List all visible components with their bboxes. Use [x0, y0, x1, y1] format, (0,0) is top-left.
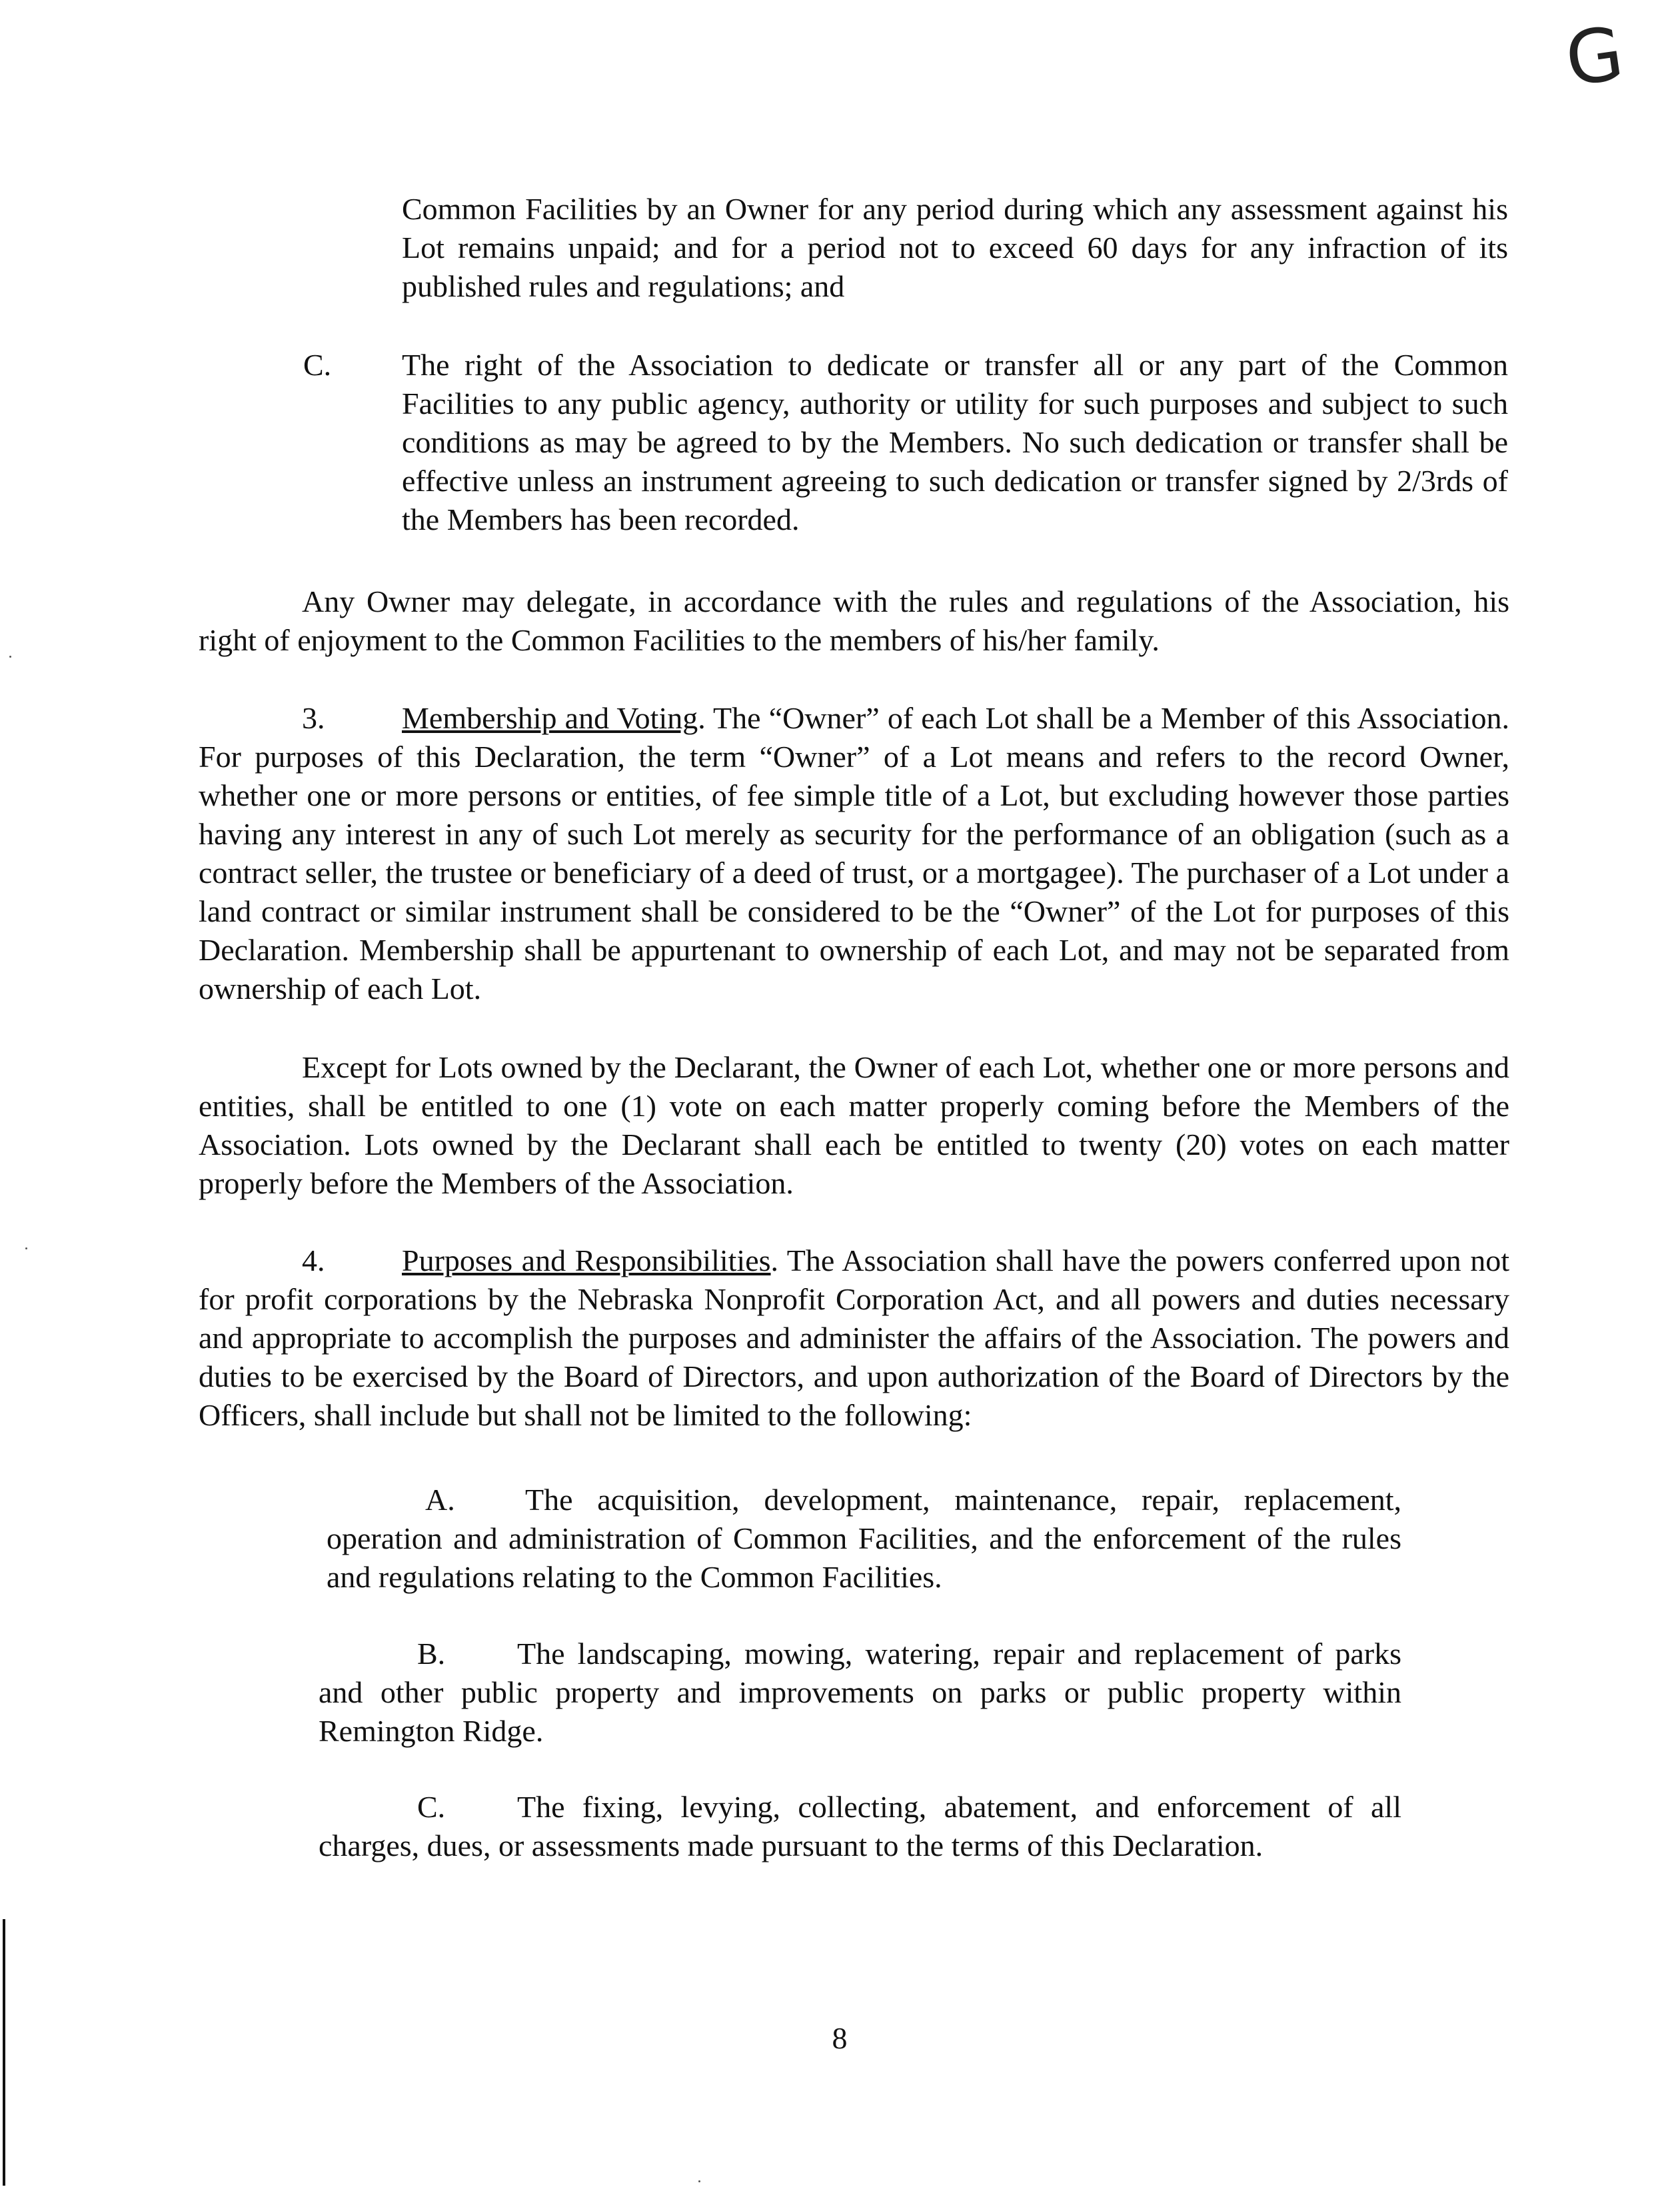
- sub-item-text: The acquisition, development, maintenance, repair, replacement, operation and administration of Common Facilities, and the enforcement of the rules and regulations relating to the Common Facilities.: [327, 1483, 1401, 1594]
- votes-paragraph: [199, 1048, 1509, 1203]
- sub-item-text: The fixing, levying, collecting, abatement, and enforcement of all charges, dues, or assessments made pursuant to the terms of this Declaration.: [319, 1790, 1401, 1862]
- votes-paragraph-text: Except for Lots owned by the Declarant, the Owner of each Lot, whether one or more persons and entities, shall be entitled to one (1) vote on each matter properly coming before the Members of the Association. Lots owned by the Declarant shall each be entitled to twenty (20) votes on each matter properly before the Members of the Association.: [199, 1050, 1509, 1200]
- scan-edge-line: [3, 1919, 5, 2186]
- sub-item-a: [327, 1481, 1401, 1597]
- sub-item-label: B.: [417, 1637, 446, 1671]
- scan-speck: [25, 1247, 27, 1249]
- section-number: 3.: [302, 701, 325, 735]
- section-number: 4.: [302, 1243, 325, 1277]
- delegate-paragraph-text: Any Owner may delegate, in accordance with the rules and regulations of the Association, his right of enjoyment to the Common Facilities to the members of his/her family.: [199, 584, 1509, 657]
- continuation-paragraph: Common Facilities by an Owner for any period during which any assessment against his Lot remains unpaid; and for a period not to exceed 60 days for any infraction of its published rules and regulations; and: [402, 192, 1508, 303]
- sub-item-b: [319, 1635, 1401, 1751]
- sub-item-label: A.: [425, 1483, 455, 1517]
- section-heading: Membership and Voting: [402, 701, 698, 735]
- section-4-purposes-and-responsibilities: [199, 1241, 1509, 1435]
- handwritten-corner-mark: G: [1560, 10, 1629, 103]
- sub-item-c: [319, 1788, 1401, 1865]
- section-heading: Purposes and Responsibilities: [402, 1243, 771, 1277]
- scan-speck: [9, 656, 11, 658]
- list-item-text: The right of the Association to dedicate or transfer all or any part of the Common Facilities to any public agency, authority or utility for such purposes and subject to such conditions as may be agreed to by the Members. No such dedication or transfer shall be effective unless an instrument agreeing to such dedication or transfer signed by 2/3rds of the Members has been recorded.: [402, 348, 1508, 536]
- scan-speck: [698, 2180, 700, 2182]
- section-3-membership-and-voting: [199, 699, 1509, 1008]
- sub-item-text: The landscaping, mowing, watering, repair and replacement of parks and other public property and improvements on parks or public property within Remington Ridge.: [319, 1637, 1401, 1748]
- section-text: . The Association shall have the powers conferred upon not for profit corporations by the Nebraska Nonprofit Corporation Act, and all powers and duties necessary and appropriate to accomplish the purposes and administer the affairs of the Association. The powers and duties to be exercised by the Board of Directors, and upon authorization of the Board of Directors by the Officers, shall include but shall not be limited to the following:: [199, 1243, 1509, 1432]
- list-item-label: C.: [303, 348, 332, 382]
- sub-item-label: C.: [417, 1790, 446, 1824]
- list-item-c-right-to-dedicate: [303, 346, 1509, 546]
- delegate-paragraph: [199, 582, 1509, 660]
- page-number: 8: [832, 2021, 848, 2055]
- section-text: . The “Owner” of each Lot shall be a Member of this Association. For purposes of this Declaration, the term “Owner” of a Lot means and refers to the record Owner, whether one or more persons or entities, of fee simple title of a Lot, but excluding however those parties having any interest in any of such Lot merely as security for the performance of an obligation (such as a contract seller, the trustee or beneficiary of a deed of trust, or a mortgagee). The purchaser of a Lot under a land contract or similar instrument shall be considered to be the “Owner” of the Lot for purposes of this Declaration. Membership shall be appurtenant to ownership of each Lot, and may not be separated from ownership of each Lot.: [199, 701, 1509, 1006]
